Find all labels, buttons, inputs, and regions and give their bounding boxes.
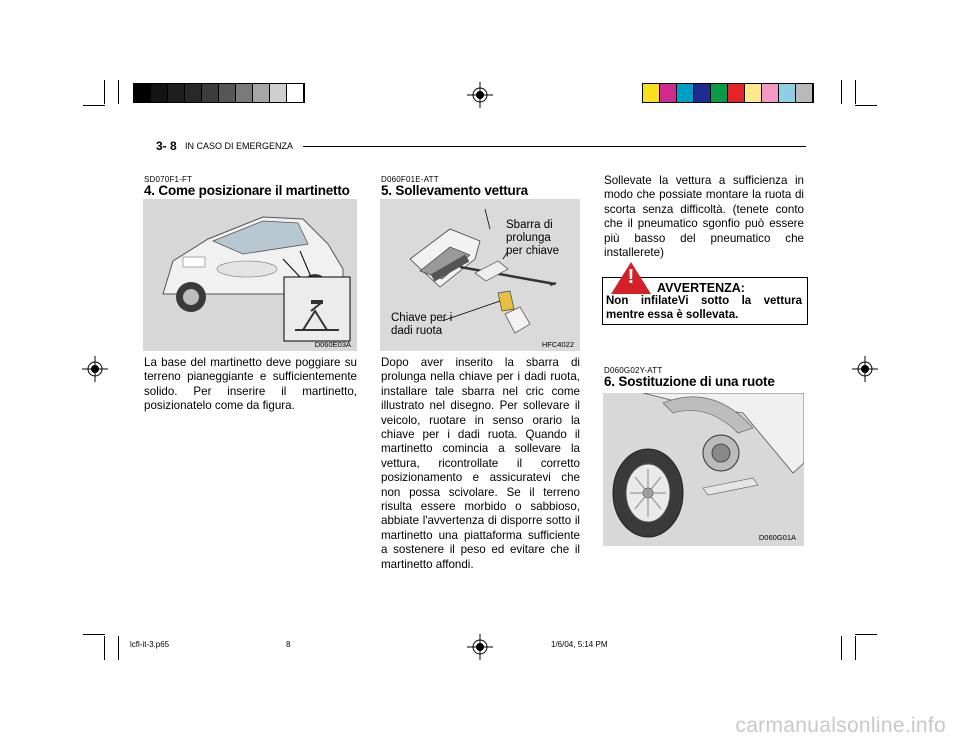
crop-mark (855, 634, 877, 635)
gray-swatch (185, 84, 202, 102)
color-swatch (694, 84, 711, 102)
crop-mark (841, 80, 842, 104)
gray-swatch (287, 84, 304, 102)
page-number: 3- 8 (156, 139, 177, 153)
crop-mark (855, 636, 856, 660)
section-code: SD070F1-FT (144, 175, 193, 184)
gray-swatch (202, 84, 219, 102)
warning-exclamation: ! (627, 266, 635, 288)
footer-file: lcfl-it-3.p65 (130, 640, 170, 649)
section-code: D060F01E-ATT (381, 175, 439, 184)
callout-extension-bar (506, 219, 559, 258)
gray-swatch (270, 84, 287, 102)
color-swatch (660, 84, 677, 102)
lifting-figure (380, 199, 580, 351)
registration-mark-icon (467, 82, 493, 108)
crop-mark (83, 105, 105, 106)
section-heading: 6. Sostituzione di una ruote (604, 374, 775, 389)
color-swatch (711, 84, 728, 102)
crop-mark (104, 636, 105, 660)
crop-mark (855, 80, 856, 104)
color-swatch (745, 84, 762, 102)
gray-swatch (236, 84, 253, 102)
gray-swatch (151, 84, 168, 102)
section-code: D060G02Y-ATT (604, 366, 663, 375)
footer-date: 1/6/04, 5:14 PM (551, 640, 608, 649)
figure-label: D060G01A (758, 533, 796, 542)
watermark: carmanualsonline.info (735, 714, 946, 737)
gray-swatch (134, 84, 151, 102)
registration-mark-icon (82, 356, 108, 382)
paragraph: Dopo aver inserito la sbarra di prolunga nella chiave per i dadi ruota, installare tale sbarra nel cric come illustrato nel disegno. Per sollevare il veicolo, ruotare in senso orario la chiave per i dadi ruota. Quando il martinetto comincia a sollevare la vettura, ricontrollate il corretto posizionamento e assicuratevi che non possa scivolare. Se il terreno risulta essere morbido o sabbioso, abbiate l'avvertenza di disporre sotto il martinetto una piattaforma sufficiente a sostenere il peso ed evitare che il martinetto affondi. (381, 356, 580, 571)
figure-label: D060E03A (314, 340, 351, 349)
color-swatch (762, 84, 779, 102)
crop-mark (855, 105, 877, 106)
car-jack-illustration (143, 199, 357, 351)
figure-label: HFC4022 (541, 340, 574, 349)
color-bar (642, 83, 814, 103)
callout-line: dadi ruota (391, 325, 443, 337)
gray-swatch (168, 84, 185, 102)
callout-line: prolunga (506, 232, 551, 244)
color-swatch (728, 84, 745, 102)
callout-wheel-wrench (391, 312, 452, 338)
crop-mark (104, 80, 105, 104)
crop-mark (118, 80, 119, 104)
section-heading: 5. Sollevamento vettura (381, 183, 528, 198)
footer-page: 8 (286, 640, 291, 649)
gray-swatch (253, 84, 270, 102)
section-title: IN CASO DI EMERGENZA (185, 141, 294, 151)
section-heading: 4. Come posizionare il martinetto (144, 183, 350, 198)
header-rule (303, 146, 806, 147)
color-swatch (677, 84, 694, 102)
wheel-removed-illustration (603, 393, 804, 546)
warning-text: Non infilateVi sotto la vettura mentre essa è sollevata. (606, 295, 802, 321)
callout-line: per chiave (506, 245, 560, 257)
callout-line: Chiave per i (391, 312, 453, 324)
color-swatch (643, 84, 660, 102)
color-swatch (779, 84, 796, 102)
intro-paragraph: Sollevate la vettura a sufficienza in modo che possiate montare la ruota di scorta senza difficoltà. (tenete conto che il pneumatico sgonfio può essere più basso del pneumatico che installerete) (604, 174, 804, 260)
crop-mark (118, 636, 119, 660)
gray-swatch (219, 84, 236, 102)
wheel-change-figure (603, 393, 804, 546)
grayscale-bar (133, 83, 305, 103)
paragraph: La base del martinetto deve poggiare su terreno pianeggiante e sufficientemente solido. Per inserire il martinetto, posizionatelo come da figura. (144, 356, 357, 413)
color-swatch (796, 84, 813, 102)
registration-mark-icon (852, 356, 878, 382)
registration-mark-icon (467, 634, 493, 660)
jack-position-figure (143, 199, 357, 351)
crop-mark (83, 634, 105, 635)
crop-mark (841, 636, 842, 660)
warning-box (602, 266, 808, 325)
callout-line: Sbarra di (506, 219, 553, 231)
warning-title: AVVERTENZA: (657, 281, 745, 295)
